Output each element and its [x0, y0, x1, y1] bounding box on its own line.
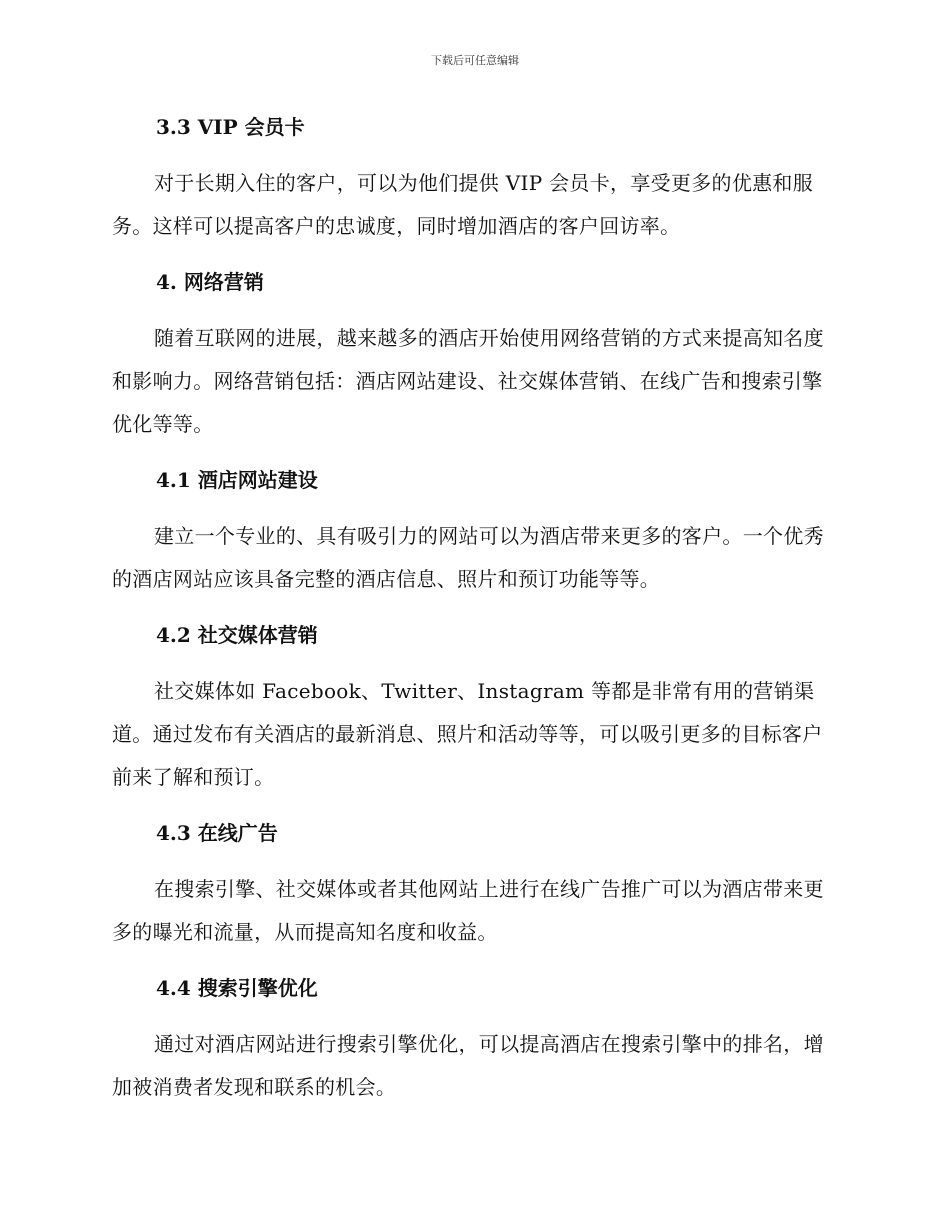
page-header: 下载后可任意编辑 — [431, 54, 519, 67]
section-paragraph: 对于长期入住的客户，可以为他们提供 VIP 会员卡，享受更多的优惠和服务。这样可以提高客户的忠诚度，同时增加酒店的客户回访率。 — [112, 171, 814, 238]
section-heading: 3.3 VIP 会员卡 — [156, 115, 305, 139]
section-paragraph: 在搜索引擎、社交媒体或者其他网站上进行在线广告推广可以为酒店带来更多的曝光和流量，从而提高知名度和收益。 — [112, 877, 824, 944]
section-paragraph: 建立一个专业的、具有吸引力的网站可以为酒店带来更多的客户。一个优秀的酒店网站应该具备完整的酒店信息、照片和预订功能等等。 — [112, 524, 824, 591]
document-body — [112, 108, 832, 1109]
section-heading: 4.3 在线广告 — [156, 821, 278, 845]
section-heading: 4. 网络营销 — [156, 270, 264, 294]
section-heading: 4.4 搜索引擎优化 — [156, 976, 318, 1000]
section-paragraph: 随着互联网的进展，越来越多的酒店开始使用网络营销的方式来提高知名度和影响力。网络营销包括：酒店网站建设、社交媒体营销、在线广告和搜索引擎优化等等。 — [112, 326, 824, 436]
section-heading: 4.1 酒店网站建设 — [156, 468, 318, 492]
section-heading: 4.2 社交媒体营销 — [156, 623, 318, 647]
section-paragraph: 社交媒体如 Facebook、Twitter、Instagram 等都是非常有用的营销渠道。通过发布有关酒店的最新消息、照片和活动等等，可以吸引更多的目标客户前来了解和预订。 — [112, 679, 823, 789]
section-paragraph: 通过对酒店网站进行搜索引擎优化，可以提高酒店在搜索引擎中的排名，增加被消费者发现和联系的机会。 — [112, 1032, 824, 1099]
